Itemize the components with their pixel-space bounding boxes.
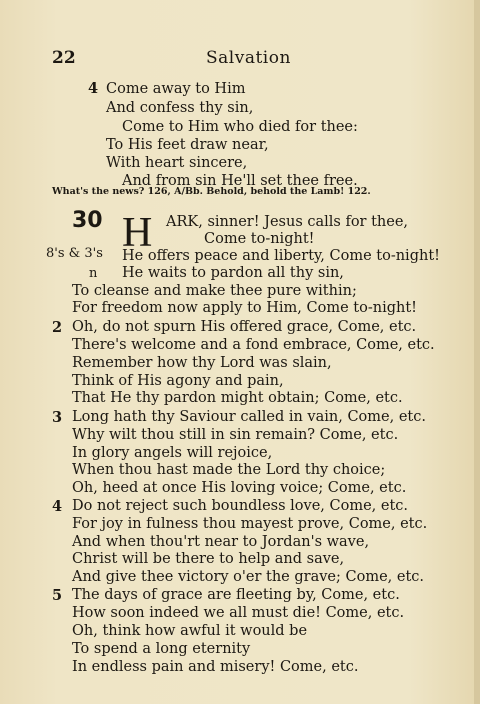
- verse-line: To cleanse and make thee pure within;: [72, 283, 357, 299]
- verse-line: Do not reject such boundless love, Come, etc.: [72, 498, 409, 514]
- dynamic-mark: n: [89, 266, 98, 281]
- prev-verse-line: With heart sincere,: [106, 155, 248, 171]
- verse-line: And when thou'rt near to Jordan's wave,: [72, 534, 370, 550]
- prev-verse-line: And from sin He'll set thee free.: [122, 173, 358, 189]
- verse-line: Why wilt thou still in sin remain? Come, etc.: [72, 427, 399, 443]
- verse-line: Christ will be there to help and save,: [72, 551, 345, 567]
- verse-line: In glory angels will rejoice,: [72, 445, 273, 461]
- prev-verse-line: And confess thy sin,: [106, 100, 254, 116]
- page-number: 22: [52, 48, 76, 68]
- verse-line: ARK, sinner! Jesus calls for thee,: [166, 214, 409, 230]
- drop-cap: H: [122, 210, 153, 256]
- verse-line: In endless pain and misery! Come, etc.: [72, 659, 359, 675]
- verse-line: To spend a long eternity: [72, 641, 251, 657]
- hymn-number: 30: [72, 208, 103, 233]
- verse-line: He offers peace and liberty, Come to-night!: [122, 248, 440, 264]
- verse-line: How soon indeed we all must die! Come, etc.: [72, 605, 405, 621]
- prev-verse-line: Come away to Him: [106, 81, 246, 97]
- verse-line: He waits to pardon all thy sin,: [122, 265, 344, 281]
- page-edge: [474, 0, 480, 704]
- tune-reference: What's the news? 126, A/Bb. Behold, behold the Lamb! 122.: [52, 186, 371, 197]
- verse-line: Remember how thy Lord was slain,: [72, 355, 332, 371]
- verse-line: When thou hast made the Lord thy choice;: [72, 462, 386, 478]
- verse-number: 2: [52, 319, 63, 336]
- verse-line: And give thee victory o'er the grave; Come, etc.: [72, 569, 425, 585]
- verse-line: Oh, do not spurn His offered grace, Come, etc.: [72, 319, 417, 335]
- verse-line: Long hath thy Saviour called in vain, Come, etc.: [72, 409, 426, 425]
- verse-line: Oh, think how awful it would be: [72, 623, 308, 639]
- verse-number: 3: [52, 409, 63, 426]
- verse-number: 5: [52, 587, 63, 604]
- verse-number: 4: [52, 498, 63, 515]
- prev-verse-line: Come to Him who died for thee:: [122, 119, 358, 135]
- verse-line: Come to-night!: [204, 231, 315, 247]
- prev-verse-line: To His feet draw near,: [106, 137, 269, 153]
- verse-line: The days of grace are fleeting by, Come, etc.: [72, 587, 400, 603]
- verse-line: Think of His agony and pain,: [72, 373, 284, 389]
- page-title: Salvation: [206, 48, 291, 68]
- meter-label: 8's & 3's: [46, 246, 103, 261]
- verse-line: For joy in fulness thou mayest prove, Come, etc.: [72, 516, 428, 532]
- verse-line: For freedom now apply to Him, Come to-night!: [72, 300, 417, 316]
- prev-verse-number: 4: [88, 80, 99, 97]
- verse-line: Oh, heed at once His loving voice; Come, etc.: [72, 480, 407, 496]
- verse-line: That He thy pardon might obtain; Come, etc.: [72, 390, 403, 406]
- verse-line: There's welcome and a fond embrace, Come, etc.: [72, 337, 435, 353]
